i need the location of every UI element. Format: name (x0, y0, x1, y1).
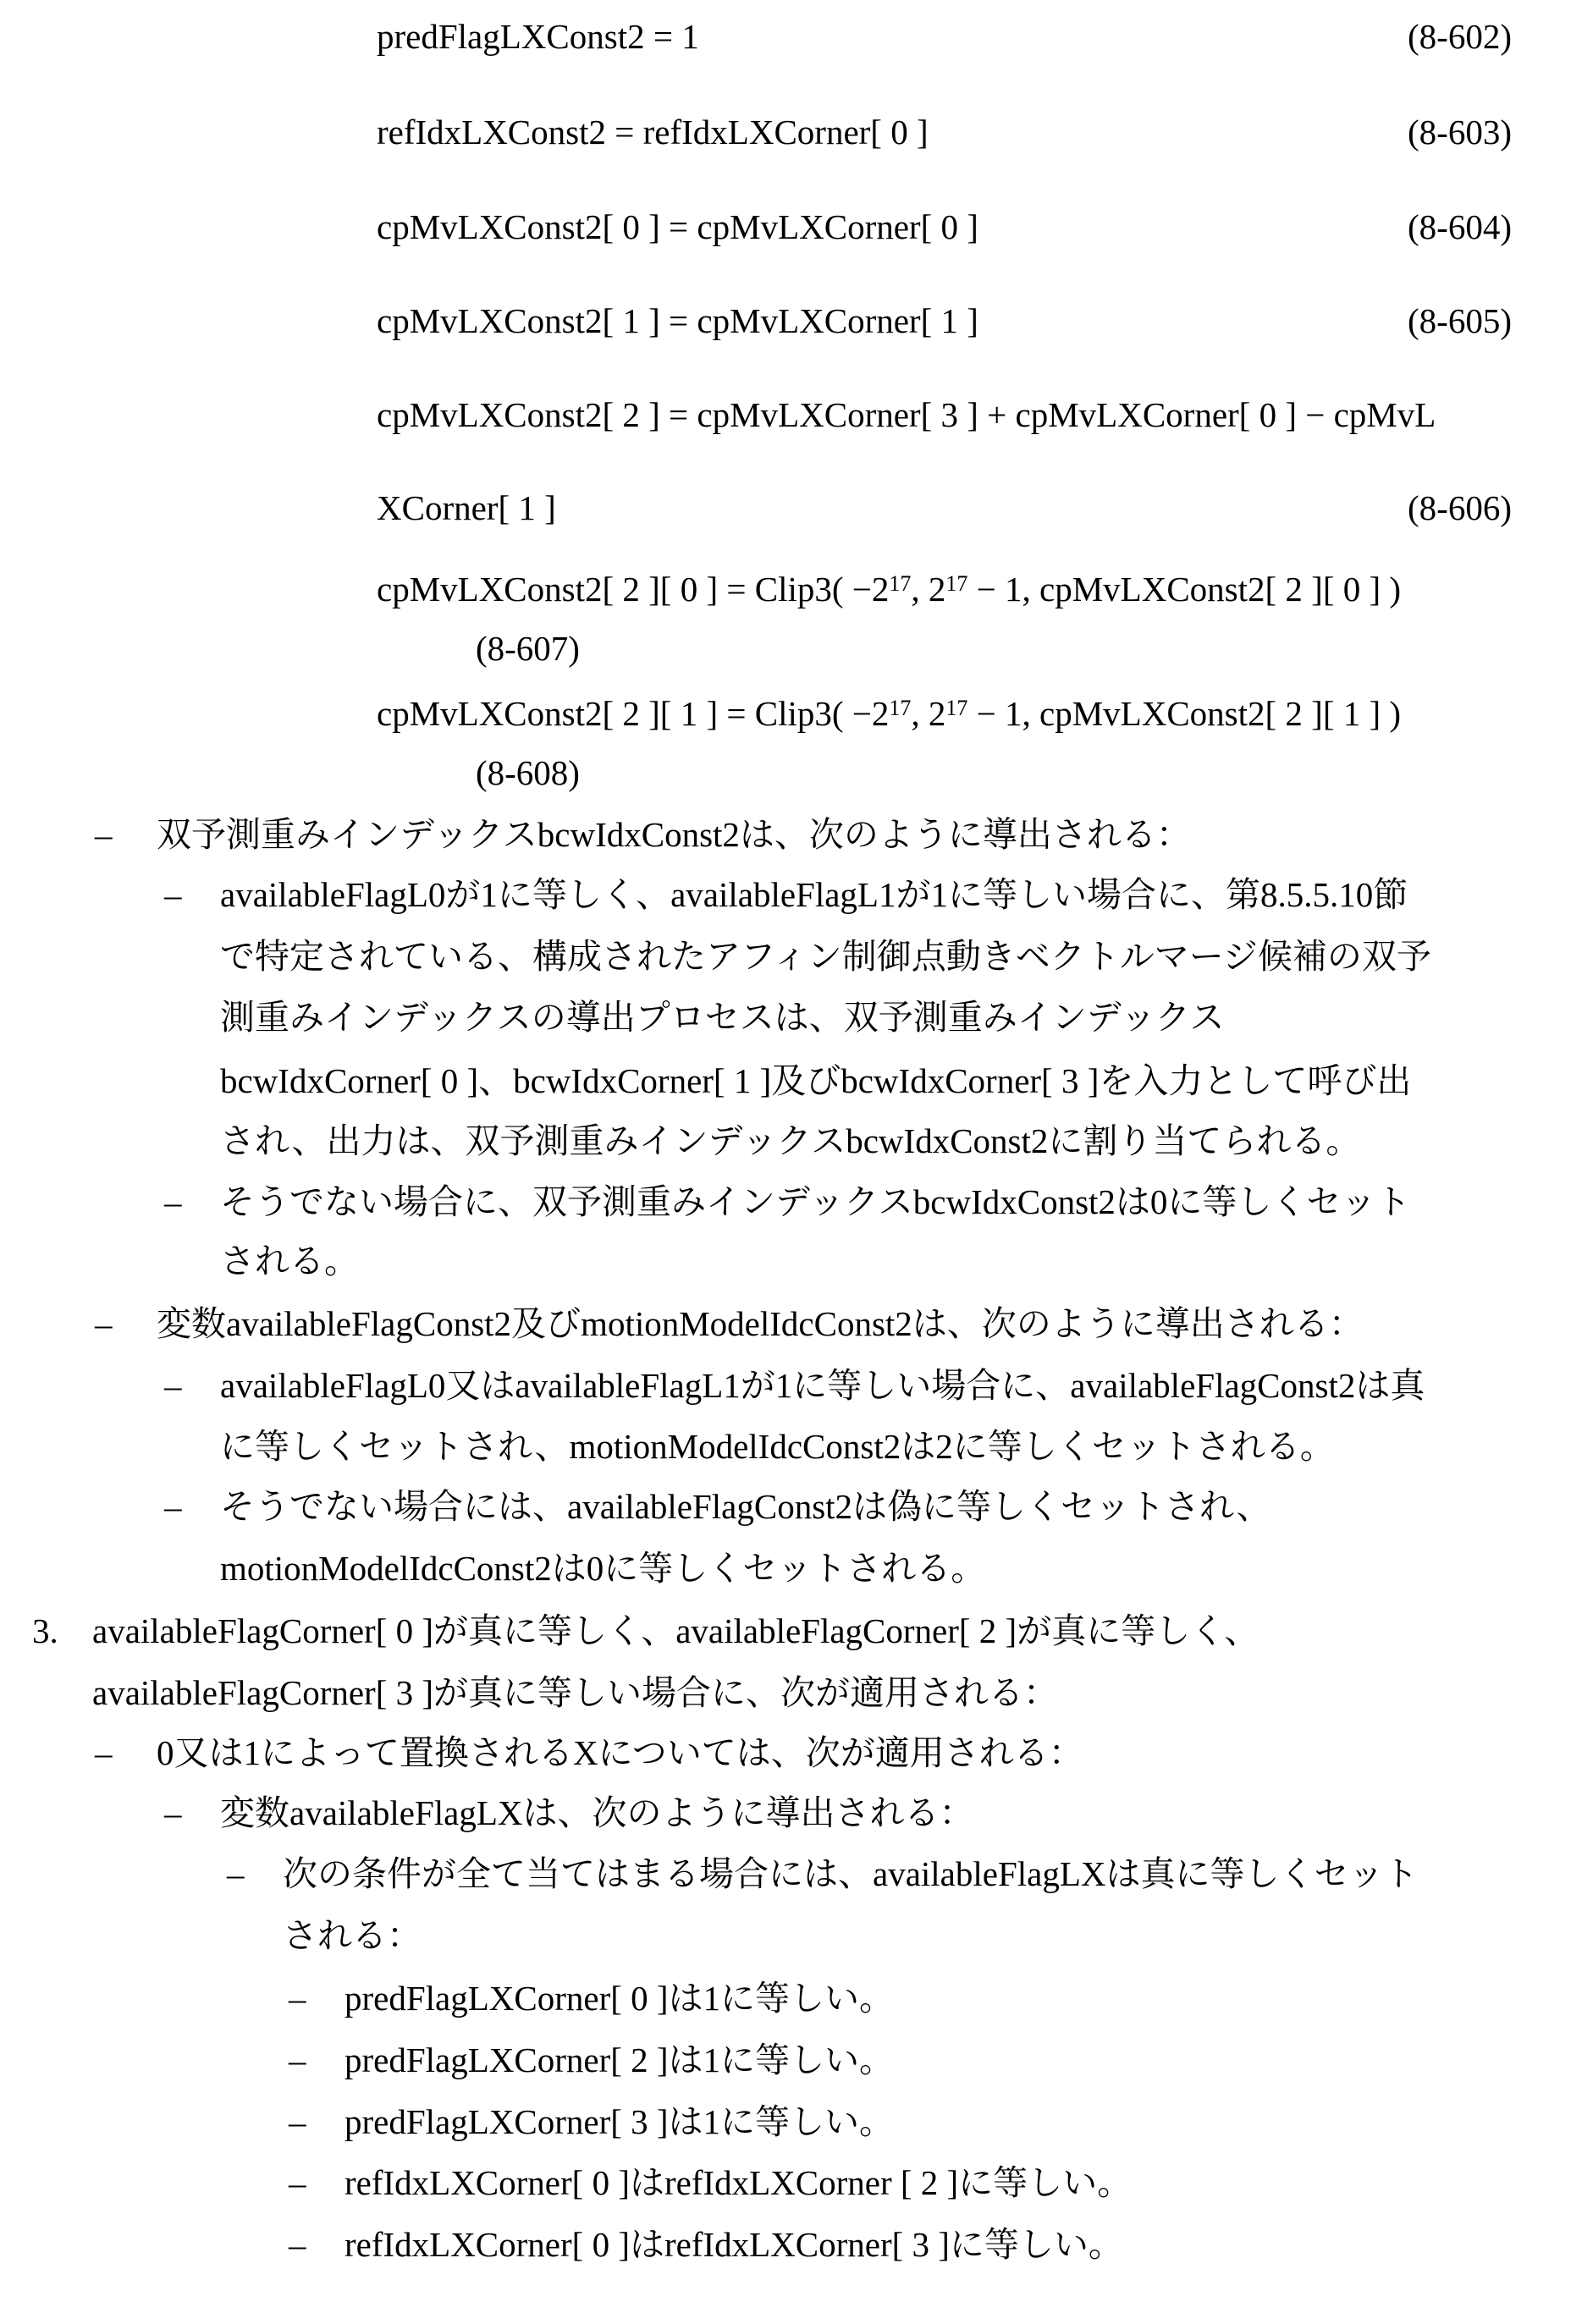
text-line: 次の条件が全て当てはまる場合には、availableFlagLXは真に等しくセット (283, 1853, 1419, 1895)
text-line: 測重みインデックスの導出プロセスは、双予測重みインデックス (220, 996, 1225, 1038)
text-line: availableFlagCorner[ 0 ]が真に等しく、availableFlagCorner[ 2 ]が真に等しく、 (92, 1610, 1259, 1652)
text-line: 双予測重みインデックスbcwIdxConst2は、次のように導出される： (157, 813, 1191, 856)
superscript: 17 (945, 696, 967, 720)
equation-number: (8-606) (1408, 487, 1512, 529)
text-line: bcwIdxCorner[ 0 ]、bcwIdxCorner[ 1 ]及びbcwIdxCorner[ 3 ]を入力として呼び出 (220, 1060, 1411, 1102)
text-line: に等しくセットされ、motionModelIdcConst2は2に等しくセットされる。 (220, 1425, 1335, 1468)
text-line: そうでない場合に、双予測重みインデックスbcwIdxConst2は0に等しくセット (220, 1181, 1410, 1223)
text-line: される。 (220, 1240, 359, 1282)
list-dash: – (227, 1853, 245, 1895)
list-dash: – (164, 1181, 182, 1223)
equation-text: − 1, cpMvLXConst2[ 2 ][ 0 ] ) (967, 570, 1401, 609)
text-line: refIdxLXCorner[ 0 ]はrefIdxLXCorner[ 3 ]に等しい。 (345, 2223, 1123, 2266)
equation-line: cpMvLXConst2[ 2 ] = cpMvLXCorner[ 3 ] + cpMvLXCorner[ 0 ] − cpMvL (377, 394, 1436, 436)
equation-number: (8-605) (1408, 300, 1512, 342)
text-line: availableFlagL0又はavailableFlagL1が1に等しい場合に、availableFlagConst2は真 (220, 1364, 1425, 1407)
equation-text: , 2 (911, 570, 945, 609)
equation-line (377, 692, 1401, 735)
equation-line: predFlagLXConst2 = 1 (377, 15, 699, 58)
equation-text: − 1, cpMvLXConst2[ 2 ][ 1 ] ) (967, 694, 1401, 733)
equation-line (377, 568, 1401, 610)
text-line: 変数availableFlagConst2及びmotionModelIdcConst2は、次のように導出される： (157, 1302, 1364, 1345)
equation-number: (8-602) (1408, 15, 1512, 58)
text-line: される： (283, 1914, 422, 1957)
equation-number: (8-604) (1408, 206, 1512, 248)
equation-number: (8-608) (476, 752, 580, 794)
list-dash: – (289, 2223, 306, 2266)
list-dash: – (289, 2101, 306, 2143)
superscript: 17 (889, 696, 911, 720)
equation-line: cpMvLXConst2[ 1 ] = cpMvLXCorner[ 1 ] (377, 300, 978, 342)
text-line: predFlagLXCorner[ 2 ]は1に等しい。 (345, 2039, 894, 2081)
superscript: 17 (945, 571, 967, 596)
equation-line: XCorner[ 1 ] (377, 487, 556, 529)
list-dash: – (289, 2039, 306, 2081)
equation-text: cpMvLXConst2[ 2 ][ 0 ] = Clip3( −2 (377, 570, 889, 609)
text-line: predFlagLXCorner[ 0 ]は1に等しい。 (345, 1977, 894, 2019)
text-line: そうでない場合には、availableFlagConst2は偽に等しくセットされ、 (220, 1485, 1271, 1528)
text-line: predFlagLXCorner[ 3 ]は1に等しい。 (345, 2101, 894, 2143)
equation-line: cpMvLXConst2[ 0 ] = cpMvLXCorner[ 0 ] (377, 206, 978, 248)
text-line: 変数availableFlagLXは、次のように導出される： (220, 1792, 974, 1834)
equation-number: (8-607) (476, 627, 580, 669)
text-line: 0又は1によって置換されるXについては、次が適用される： (157, 1732, 1083, 1774)
list-dash: – (95, 813, 113, 856)
equation-number: (8-603) (1408, 111, 1512, 153)
list-dash: – (164, 1792, 182, 1834)
equation-text: , 2 (911, 694, 945, 733)
text-line: availableFlagCorner[ 3 ]が真に等しい場合に、次が適用される： (92, 1671, 1058, 1714)
text-line: motionModelIdcConst2は0に等しくセットされる。 (220, 1547, 985, 1589)
list-dash: – (95, 1302, 113, 1345)
list-dash: – (289, 1977, 306, 2019)
list-dash: – (164, 1364, 182, 1407)
text-line: availableFlagL0が1に等しく、availableFlagL1が1に等しい場合に、第8.5.5.10節 (220, 873, 1408, 916)
superscript: 17 (889, 571, 911, 596)
equation-line: refIdxLXConst2 = refIdxLXCorner[ 0 ] (377, 111, 929, 153)
text-line: で特定されている、構成されたアフィン制御点動きベクトルマージ候補の双予 (220, 935, 1431, 978)
list-dash: – (164, 1485, 182, 1528)
list-dash: – (95, 1732, 113, 1774)
text-line: refIdxLXCorner[ 0 ]はrefIdxLXCorner [ 2 ]に等しい。 (345, 2162, 1132, 2204)
list-dash: – (289, 2162, 306, 2204)
list-dash: – (164, 873, 182, 916)
text-line: され、出力は、双予測重みインデックスbcwIdxConst2に割り当てられる。 (220, 1120, 1360, 1162)
list-number: 3. (32, 1610, 58, 1652)
equation-text: cpMvLXConst2[ 2 ][ 1 ] = Clip3( −2 (377, 694, 889, 733)
